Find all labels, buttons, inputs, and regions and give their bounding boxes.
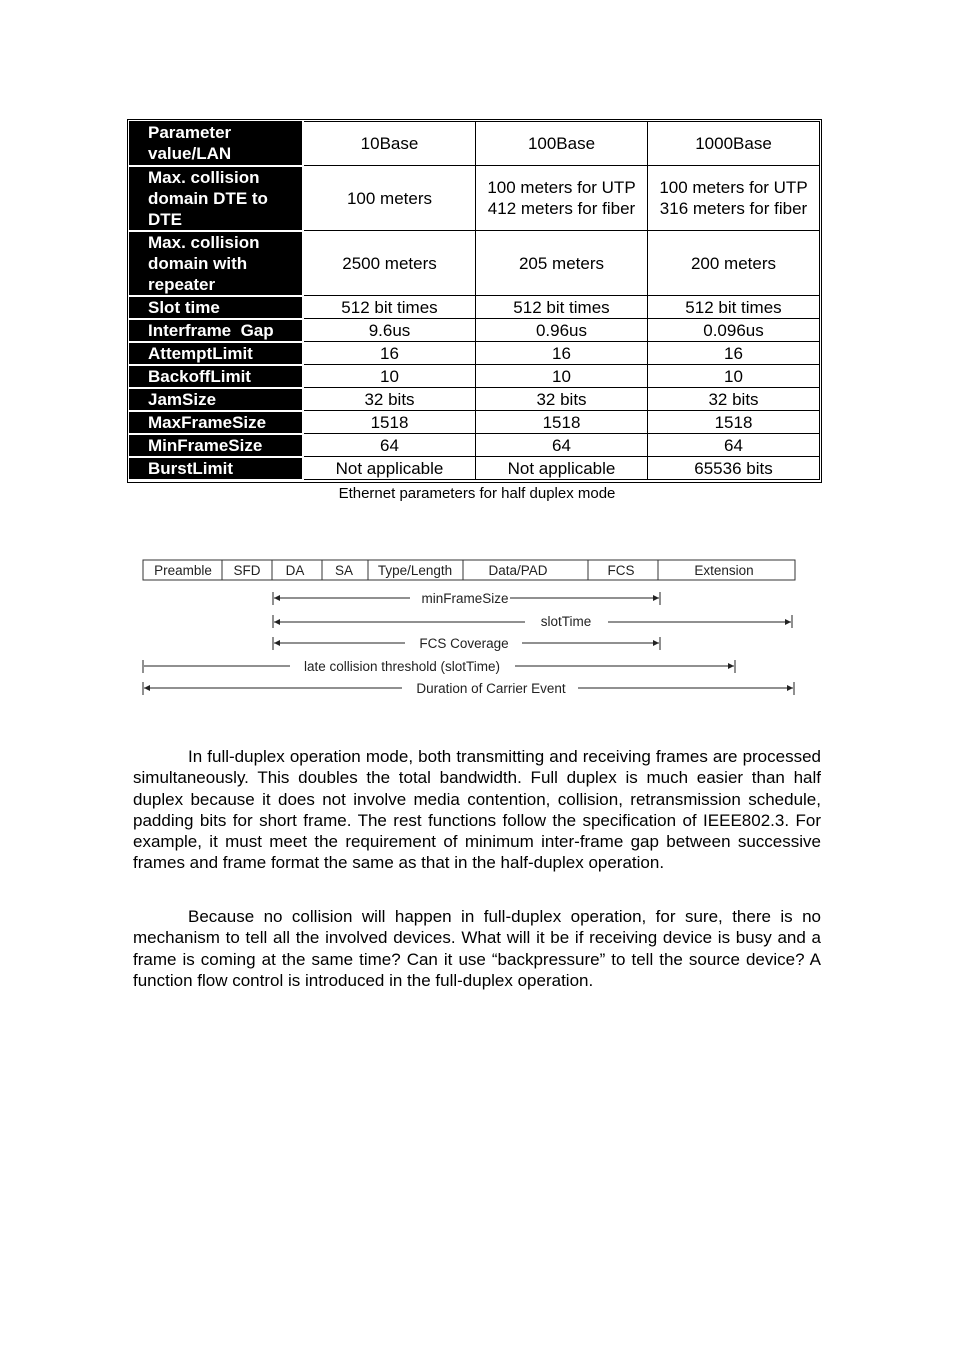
table-cell: 0.96us (476, 319, 648, 342)
table-row (130, 365, 820, 388)
table-cell: 9.6us (303, 319, 476, 342)
row-label: Interframe Gap (130, 319, 304, 342)
table-row (130, 319, 820, 342)
table-row (130, 434, 820, 457)
table-cell: 512 bit times (303, 296, 476, 319)
table-header-cell: 1000Base (648, 122, 820, 166)
row-label: MaxFrameSize (130, 411, 304, 434)
table-cell: 16 (648, 342, 820, 365)
ethernet-parameters-table (129, 121, 820, 481)
table-cell: 64 (648, 434, 820, 457)
table-cell: Not applicable (303, 457, 476, 480)
row-label: Max. collision domain with repeater (130, 231, 304, 296)
row-label: MinFrameSize (130, 434, 304, 457)
row-label: JamSize (130, 388, 304, 411)
table-row (130, 457, 820, 480)
field-extension: Extension (694, 563, 754, 578)
paragraph-full-duplex: In full-duplex operation mode, both transmitting and receiving frames are processed simultaneously. This doubles the total bandwidth. Full duplex is much easier than half duplex because it does not involve media contention, collision, retransmission schedule, padding bits for short frame. The rest functions follow the specification of IEEE802.3. For example, it must meet the requirement of minimum inter-frame gap between successive frames and frame format the same as that in the half-duplex operation. (133, 747, 821, 873)
table-cell: 10 (303, 365, 476, 388)
table-cell: 64 (303, 434, 476, 457)
table-cell: 10 (648, 365, 820, 388)
table-cell: 512 bit times (476, 296, 648, 319)
row-label: BackoffLimit (130, 365, 304, 388)
field-type-length: Type/Length (377, 563, 453, 578)
table-cell: 1518 (303, 411, 476, 434)
table-cell: 32 bits (303, 388, 476, 411)
row-label: AttemptLimit (130, 342, 304, 365)
table-header-cell: 10Base (303, 122, 476, 166)
field-data-pad: Data/PAD (488, 563, 548, 578)
table-cell: Not applicable (476, 457, 648, 480)
table-cell: 32 bits (476, 388, 648, 411)
table-header-label: Parameter value/LAN (130, 122, 304, 166)
table-cell: 10 (476, 365, 648, 388)
frame-format-diagram (130, 552, 810, 702)
row-label: Slot time (130, 296, 304, 319)
span-slot-time (273, 615, 792, 628)
table-cell: 16 (476, 342, 648, 365)
table-cell: 100 meters (303, 166, 476, 231)
table-cell: 0.096us (648, 319, 820, 342)
table-cell: 512 bit times (648, 296, 820, 319)
table-cell: 205 meters (476, 231, 648, 296)
field-preamble: Preamble (154, 563, 212, 578)
table-row (130, 411, 820, 434)
span-label-slot-time: slotTime (540, 614, 592, 629)
span-label-fcs-coverage: FCS Coverage (419, 636, 509, 651)
field-da: DA (285, 563, 305, 578)
table-row (130, 166, 820, 231)
table-cell: 1518 (476, 411, 648, 434)
table-cell: 100 meters for UTP 316 meters for fiber (648, 166, 820, 231)
span-label-carrier-event: Duration of Carrier Event (416, 681, 566, 696)
span-label-late-collision: late collision threshold (slotTime) (303, 659, 501, 674)
table-cell: 2500 meters (303, 231, 476, 296)
field-fcs: FCS (607, 563, 635, 578)
table-cell: 32 bits (648, 388, 820, 411)
table-cell: 1518 (648, 411, 820, 434)
table-header-cell: 100Base (476, 122, 648, 166)
table-cell: 200 meters (648, 231, 820, 296)
table-row (130, 342, 820, 365)
table-row (130, 388, 820, 411)
table-caption: Ethernet parameters for half duplex mode (338, 485, 616, 502)
field-sa: SA (334, 563, 354, 578)
field-sfd: SFD (233, 563, 261, 578)
table-cell: 100 meters for UTP 412 meters for fiber (476, 166, 648, 231)
paragraph-flow-control: Because no collision will happen in full-duplex operation, for sure, there is no mechanism to tell all the involved devices. What will it be if receiving device is busy and a frame is coming at the same time? Can it use “backpressure” to tell the source device? A function flow control is introduced in the full-duplex operation. (133, 907, 821, 990)
table-cell: 65536 bits (648, 457, 820, 480)
row-label: BurstLimit (130, 457, 304, 480)
row-label: Max. collision domain DTE to DTE (130, 166, 304, 231)
table-row (130, 231, 820, 296)
table-cell: 16 (303, 342, 476, 365)
table-row (130, 296, 820, 319)
span-label-min-frame-size: minFrameSize (421, 591, 509, 606)
table-header-row (130, 122, 820, 166)
table-cell: 64 (476, 434, 648, 457)
